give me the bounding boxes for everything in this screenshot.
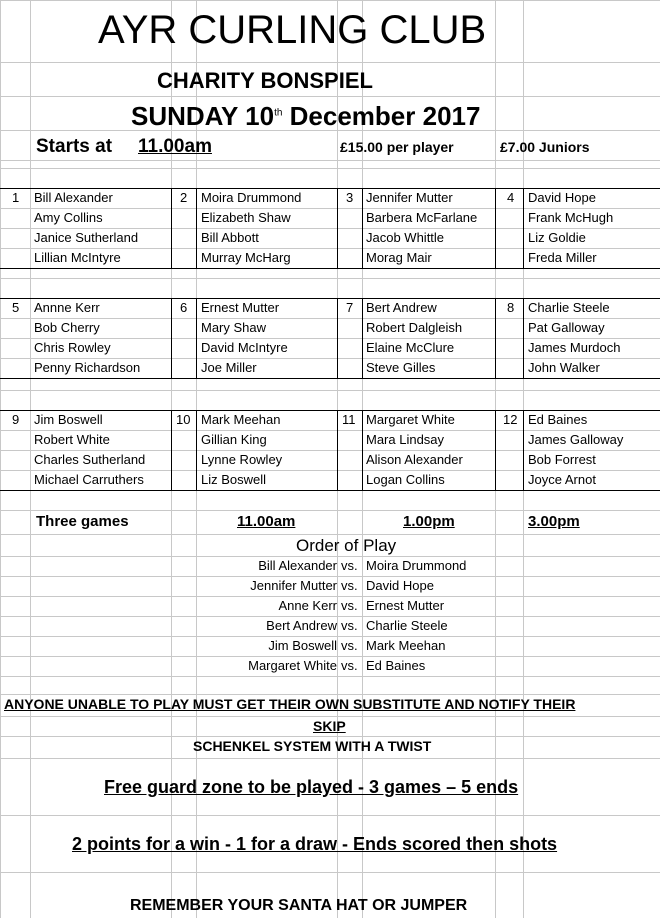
rink-number: 8 [507, 300, 515, 315]
games-label: Three games [36, 513, 129, 530]
event-date [131, 103, 480, 129]
rink-number: 7 [346, 300, 354, 315]
rink-player: Ernest Mutter [201, 300, 280, 315]
game-time-1: 11.00am [237, 513, 296, 530]
rink-player: Pat Galloway [528, 320, 605, 335]
rink-number: 3 [346, 190, 354, 205]
rink-player: Frank McHugh [528, 210, 614, 225]
rink-player: Joe Miller [201, 360, 257, 375]
rink-player: Michael Carruthers [34, 472, 144, 487]
starts-label: Starts at [36, 136, 113, 157]
rink-player: Bert Andrew [366, 300, 437, 315]
rink-player: Amy Collins [34, 210, 103, 225]
rink-player: Elaine McClure [366, 340, 455, 355]
rink-player: Mark Meehan [201, 412, 281, 427]
date-suffix: th [274, 107, 283, 119]
rink-player: Jennifer Mutter [366, 190, 453, 205]
rink-player: Lillian McIntyre [34, 250, 121, 265]
date-rest: December 2017 [282, 101, 481, 131]
rink-player: Annne Kerr [34, 300, 100, 315]
match-away: Ernest Mutter [366, 598, 445, 613]
match-vs: vs. [341, 578, 358, 593]
rink-player: Bill Alexander [34, 190, 113, 205]
rink-player: Liz Boswell [201, 472, 267, 487]
rink-player: Lynne Rowley [201, 452, 283, 467]
rink-number: 11 [342, 412, 356, 427]
club-title: AYR CURLING CLUB [98, 8, 487, 52]
substitute-notice: ANYONE UNABLE TO PLAY MUST GET THEIR OWN SUBSTITUTE AND NOTIFY THEIR [4, 696, 576, 712]
rink-number: 9 [12, 412, 20, 427]
match-vs: vs. [341, 558, 358, 573]
rink-player: Jacob Whittle [366, 230, 445, 245]
date-day: SUNDAY 10 [131, 101, 275, 131]
rink-number: 2 [180, 190, 188, 205]
rink-player: Mara Lindsay [366, 432, 445, 447]
rink-player: Bill Abbott [201, 230, 259, 245]
system-note: SCHENKEL SYSTEM WITH A TWIST [193, 738, 432, 754]
game-time-2: 1.00pm [403, 513, 455, 530]
substitute-notice-cont: SKIP [313, 718, 346, 734]
match-away: Charlie Steele [366, 618, 448, 633]
rink-player: Freda Miller [528, 250, 597, 265]
rink-player: Margaret White [366, 412, 455, 427]
rink-player: Murray McHarg [201, 250, 291, 265]
match-vs: vs. [341, 638, 358, 653]
rink-player: James Galloway [528, 432, 624, 447]
reminder-note: REMEMBER YOUR SANTA HAT OR JUMPER [130, 897, 468, 914]
match-home: Anne Kerr [278, 598, 337, 613]
rink-player: James Murdoch [528, 340, 621, 355]
rink-player: Chris Rowley [34, 340, 111, 355]
match-home: Bert Andrew [266, 618, 337, 633]
match-away: Mark Meehan [366, 638, 446, 653]
match-home: Jim Boswell [268, 638, 337, 653]
rink-player: Bob Cherry [34, 320, 100, 335]
rink-player: Charles Sutherland [34, 452, 146, 467]
rink-player: Liz Goldie [528, 230, 586, 245]
rink-player: Logan Collins [366, 472, 445, 487]
guard-zone-note: Free guard zone to be played - 3 games – 5 ends [104, 777, 519, 797]
rink-player: Robert White [34, 432, 110, 447]
rink-number: 1 [12, 190, 20, 205]
rink-number: 12 [503, 412, 518, 427]
rink-player: Barbera McFarlane [366, 210, 478, 225]
rink-player: Jim Boswell [34, 412, 103, 427]
rink-player: Elizabeth Shaw [201, 210, 291, 225]
match-away: Moira Drummond [366, 558, 467, 573]
rink-player: Morag Mair [366, 250, 432, 265]
match-vs: vs. [341, 598, 358, 613]
points-note: 2 points for a win - 1 for a draw - Ends scored then shots [72, 834, 558, 854]
rink-player: Steve Gilles [366, 360, 436, 375]
price-player: £15.00 per player [340, 139, 454, 155]
rink-number: 5 [12, 300, 20, 315]
rink-player: Janice Sutherland [34, 230, 139, 245]
rink-number: 10 [176, 412, 191, 427]
game-time-3: 3.00pm [528, 513, 580, 530]
match-home: Margaret White [248, 658, 337, 673]
rink-player: Moira Drummond [201, 190, 302, 205]
start-time: 11.00am [138, 136, 212, 157]
match-home: Jennifer Mutter [250, 578, 337, 593]
price-juniors: £7.00 Juniors [500, 139, 590, 155]
match-home: Bill Alexander [258, 558, 337, 573]
rink-player: Mary Shaw [201, 320, 267, 335]
match-vs: vs. [341, 618, 358, 633]
rink-player: Bob Forrest [528, 452, 596, 467]
rink-player: Penny Richardson [34, 360, 141, 375]
match-vs: vs. [341, 658, 358, 673]
rink-number: 6 [180, 300, 188, 315]
rink-player: Joyce Arnot [528, 472, 596, 487]
rink-player: Robert Dalgleish [366, 320, 463, 335]
rink-player: David Hope [528, 190, 596, 205]
rink-player: Alison Alexander [366, 452, 463, 467]
event-title: CHARITY BONSPIEL [157, 68, 373, 93]
match-away: David Hope [366, 578, 434, 593]
rink-player: Gillian King [201, 432, 267, 447]
match-away: Ed Baines [366, 658, 426, 673]
rink-player: John Walker [528, 360, 600, 375]
rink-player: Ed Baines [528, 412, 588, 427]
order-of-play-title: Order of Play [296, 536, 397, 555]
rink-player: David McIntyre [201, 340, 288, 355]
rink-player: Charlie Steele [528, 300, 610, 315]
rink-number: 4 [507, 190, 515, 205]
